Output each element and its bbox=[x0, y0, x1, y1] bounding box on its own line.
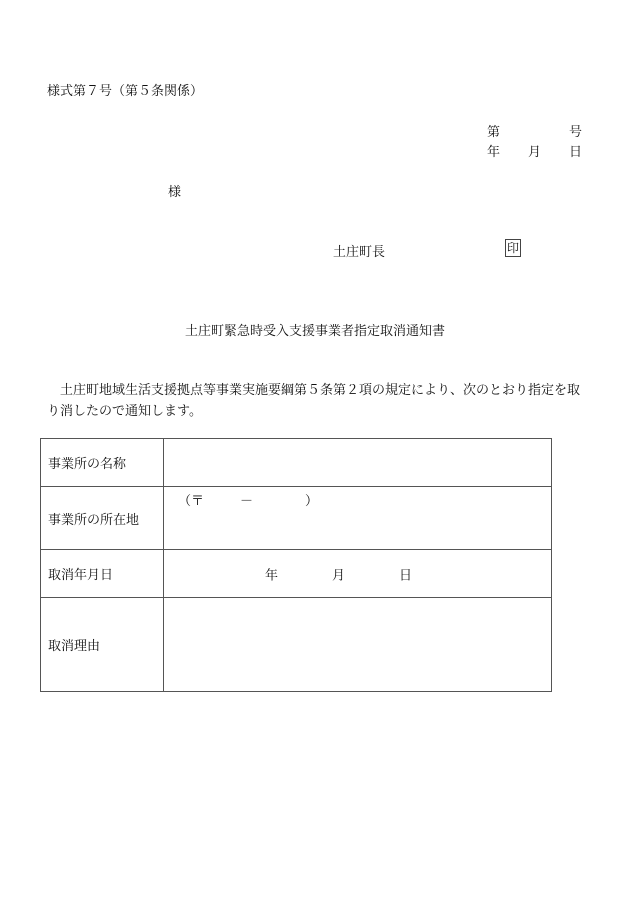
issue-date-month: 月 bbox=[528, 145, 542, 160]
address-value-field[interactable] bbox=[164, 487, 552, 550]
address-label: 事業所の所在地 bbox=[41, 487, 164, 550]
doc-number-suffix: 号 bbox=[569, 125, 583, 140]
addressee-honorific: 様 bbox=[168, 185, 182, 200]
cancel-date-month: 月 bbox=[332, 568, 346, 583]
doc-number-prefix: 第 bbox=[487, 125, 501, 140]
table-row bbox=[41, 439, 552, 487]
postal-dash: － bbox=[240, 494, 254, 509]
info-table bbox=[40, 438, 552, 692]
reason-value-field[interactable] bbox=[164, 598, 552, 692]
table-row bbox=[41, 550, 552, 598]
seal-mark: 印 bbox=[507, 241, 520, 255]
table-row bbox=[41, 598, 552, 692]
cancel-date-day: 日 bbox=[399, 568, 413, 583]
cancel-date-label: 取消年月日 bbox=[41, 550, 164, 598]
name-label: 事業所の名称 bbox=[41, 439, 164, 487]
cancel-date-year: 年 bbox=[265, 568, 279, 583]
sender-title: 土庄町長 bbox=[333, 245, 386, 260]
table-row bbox=[41, 487, 552, 550]
document-title: 土庄町緊急時受入支援事業者指定取消通知書 bbox=[184, 324, 445, 339]
document-body: 土庄町地域生活支援拠点等事業実施要綱第５条第２項の規定により、次のとおり指定を取り消したので通知します。 bbox=[47, 383, 581, 419]
cancel-date-value-field[interactable] bbox=[164, 550, 552, 598]
reason-label: 取消理由 bbox=[41, 598, 164, 692]
form-number: 様式第７号（第５条関係） bbox=[47, 84, 204, 99]
postal-open: （〒 bbox=[178, 494, 205, 509]
postal-close: ） bbox=[305, 494, 319, 509]
issue-date-year: 年 bbox=[487, 145, 501, 160]
issue-date-day: 日 bbox=[569, 145, 583, 160]
name-value-field[interactable] bbox=[164, 439, 552, 487]
